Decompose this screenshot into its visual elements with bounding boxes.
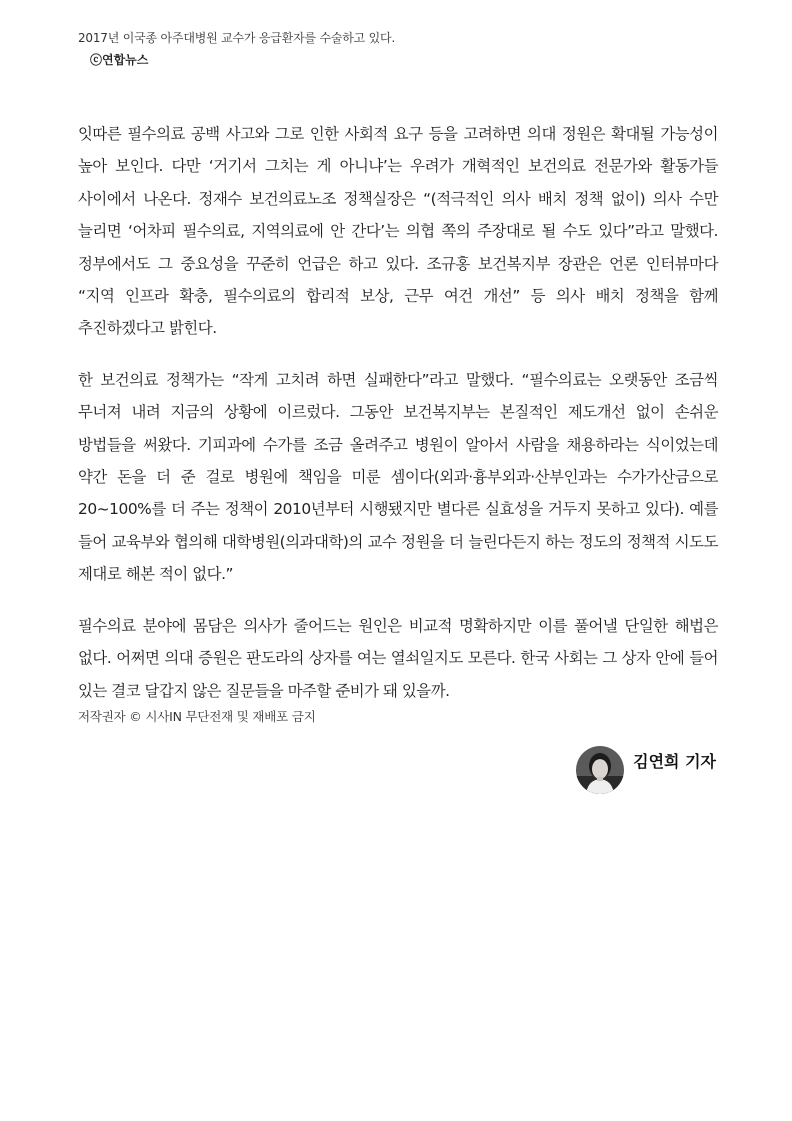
photo-caption: 2017년 이국종 아주대병원 교수가 응급환자를 수술하고 있다. bbox=[78, 31, 396, 45]
article-paragraph: 잇따른 필수의료 공백 사고와 그로 인한 사회적 요구 등을 고려하면 의대 정원은 확대될 가능성이 높아 보인다. 다만 ‘거기서 그치는 게 아니냐’는 우려가 개혁적인 보건의료 전문가와 활동가들 사이에서 나온다. 정재수 보건의료노조 정책실장은 “(적극적인 의사 배치 정책 없이) 의사 수만 늘리면 ‘어차피 필수의료, 지역의료에 안 간다’는 의협 쪽의 주장대로 될 수도 있다”라고 말했다. 정부에서도 그 중요성을 꾸준히 언급은 하고 있다. 조규홍 보건복지부 장관은 언론 인터뷰마다 “지역 인프라 확충, 필수의료의 합리적 보상, 근무 여건 개선” 등 의사 배치 정책을 함께 추진하겠다고 밝힌다. bbox=[78, 125, 718, 338]
article-paragraph: 필수의료 분야에 몸담은 의사가 줄어드는 원인은 비교적 명확하지만 이를 풀어낼 단일한 해법은 없다. 어쩌면 의대 증원은 판도라의 상자를 여는 열쇠일지도 모른다. 한국 사회는 그 상자 안에 들어 있는 결코 달갑지 않은 질문들을 마주할 준비가 돼 있을까. bbox=[78, 616, 718, 700]
author-name[interactable]: 김연희 기자 bbox=[633, 751, 716, 771]
article-paragraph: 한 보건의료 정책가는 “작게 고치려 하면 실패한다”라고 말했다. “필수의료는 오랫동안 조금씩 무너져 내려 지금의 상황에 이르렀다. 그동안 보건복지부는 본질적인 제도개선 없이 손쉬운 방법들을 써왔다. 기피과에 수가를 조금 올려주고 병원이 알아서 사람을 채용하라는 식이었는데 약간 돈을 더 준 걸로 병원에 책임을 미룬 셈이다(외과·흉부외과·산부인과는 수가가산금으로 20~100%를 더 주는 정책이 2010년부터 시행됐지만 별다른 실효성을 거두지 못하고 있다). 예를 들어 교육부와 협의해 대학병원(의과대학)의 교수 정원을 더 늘린다든지 하는 정도의 정책적 시도도 제대로 해본 적이 없다.” bbox=[78, 370, 718, 584]
photo-credit: ⓒ연합뉴스 bbox=[90, 53, 149, 67]
article-body bbox=[78, 118, 718, 726]
author-avatar[interactable] bbox=[576, 746, 624, 794]
author-byline bbox=[576, 746, 716, 794]
copyright-notice: 저작권자 © 시사IN 무단전재 및 재배포 금지 bbox=[78, 709, 316, 724]
author-photo-icon bbox=[576, 746, 624, 794]
